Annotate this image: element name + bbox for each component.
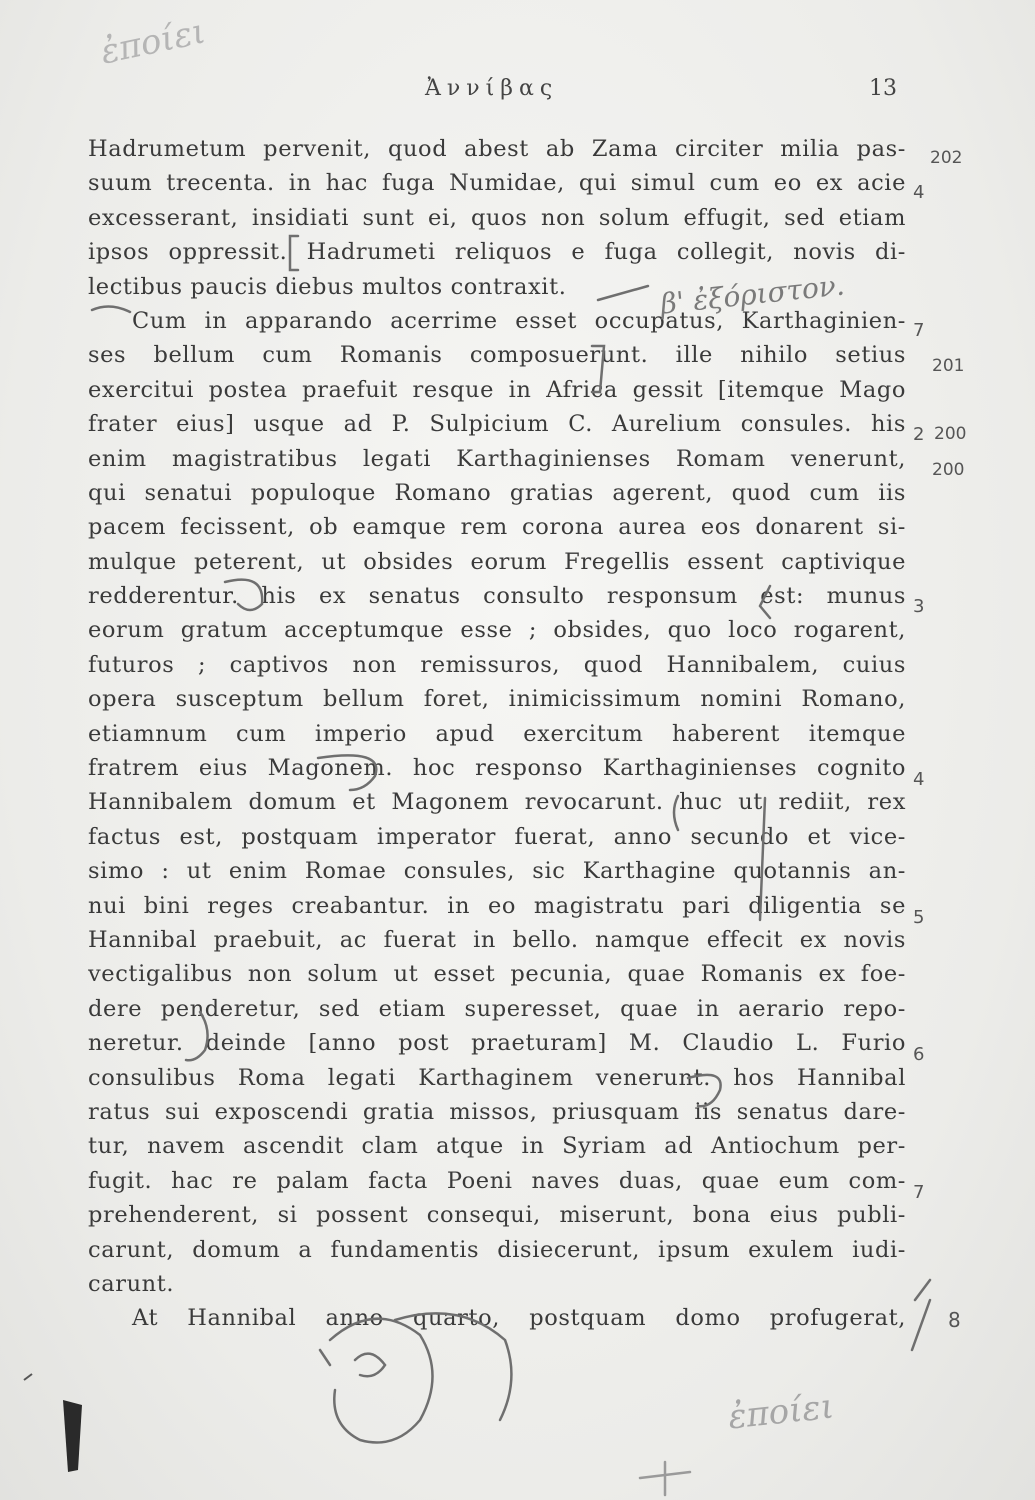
text-line: opera susceptum bellum foret, inimicissimum nomini Romano, (88, 686, 906, 713)
text-line: carunt. (88, 1270, 175, 1297)
text-line: pacem fecissent, ob eamque rem corona aurea eos donarent si- (88, 514, 906, 541)
text-line: suum trecenta. in hac fuga Numidae, qui simul cum eo ex acie (88, 170, 906, 197)
body-text (88, 132, 906, 1336)
margin-number: 3 (913, 596, 925, 617)
text-line: qui senatui populoque Romano gratias agerent, quod cum iis (88, 479, 906, 506)
pencil-scribble-top: ἐποίει (96, 11, 209, 73)
text-line: simo : ut enim Romae consules, sic Karthagine quotannis an- (88, 858, 906, 885)
running-header (0, 76, 1035, 106)
text-line: exercitui postea praefuit resque in Africa gessit [itemque Mago (88, 376, 906, 403)
text-line: eorum gratum acceptumque esse ; obsides, quo loco rogarent, (88, 617, 906, 644)
running-title: Ἀννίβας (425, 76, 559, 101)
text-line: Hannibalem domum et Magonem revocarunt. huc ut rediit, rex (88, 789, 906, 816)
text-line: enim magistratibus legati Karthaginienses Romam venerunt, (88, 445, 906, 472)
text-line: At Hannibal anno quarto, postquam domo profugerat, (132, 1305, 906, 1332)
text-line: neretur. deinde [anno post praeturam] M. Claudio L. Furio (88, 1030, 906, 1057)
margin-number: 201 (932, 356, 965, 376)
margin-number: 200 (932, 460, 965, 480)
text-line: lectibus paucis diebus multos contraxit. (88, 273, 567, 300)
margin-number: 8 (948, 1308, 961, 1332)
margin-number: 200 (934, 424, 967, 444)
text-line: ratus sui exposcendi gratia missos, priusquam iis senatus dare- (88, 1098, 906, 1125)
text-line: ipsos oppressit. Hadrumeti reliquos e fuga collegit, novis di- (88, 239, 906, 266)
pencil-scribble-bottom: ἐποίει (726, 1386, 836, 1438)
margin-number: 202 (930, 148, 963, 168)
text-line: fugit. hac re palam facta Poeni naves duas, quae eum com- (88, 1167, 906, 1194)
text-line: factus est, postquam imperator fuerat, anno secundo et vice- (88, 823, 906, 850)
pencil-greek-note: β' ἐξόριστον. (658, 268, 847, 321)
margin-number: 6 (913, 1044, 925, 1065)
text-line: mulque peterent, ut obsides eorum Fregellis essent captivique (88, 548, 906, 575)
text-line: tur, navem ascendit clam atque in Syriam ad Antiochum per- (88, 1133, 906, 1160)
text-line: consulibus Roma legati Karthaginem venerunt. hos Hannibal (88, 1064, 906, 1091)
text-line: nui bini reges creabantur. in eo magistratu pari diligentia se (88, 892, 906, 919)
text-line: dere penderetur, sed etiam superesset, quae in aerario repo- (88, 995, 906, 1022)
text-line: fratrem eius Magonem. hoc responso Karthaginienses cognito (88, 755, 906, 782)
text-line: prehenderent, si possent consequi, miserunt, bona eius publi- (88, 1202, 906, 1229)
text-line: redderentur. his ex senatus consulto responsum est: munus (88, 583, 906, 610)
margin-number: 4 (913, 182, 925, 203)
text-line: Hannibal praebuit, ac fuerat in bello. namque effecit ex novis (88, 926, 906, 953)
margin-number: 2 (913, 424, 925, 445)
page-number: 13 (869, 76, 897, 101)
margin-number: 7 (913, 320, 925, 341)
margin-number: 5 (913, 907, 925, 928)
text-line: futuros ; captivos non remissuros, quod Hannibalem, cuius (88, 651, 906, 678)
text-line: vectigalibus non solum ut esset pecunia, quae Romanis ex foe- (88, 961, 906, 988)
text-line: Cum in apparando acerrime esset occupatus, Karthaginien- (132, 307, 906, 334)
margin-number: 4 (913, 769, 925, 790)
text-line: etiamnum cum imperio apud exercitum haberent itemque (88, 720, 906, 747)
text-line: ses bellum cum Romanis composuerunt. ille nihilo setius (88, 342, 906, 369)
text-line: carunt, domum a fundamentis disiecerunt, ipsum exulem iudi- (88, 1236, 906, 1263)
text-line: frater eius] usque ad P. Sulpicium C. Aurelium consules. his (88, 411, 906, 438)
margin-number: 7 (913, 1182, 925, 1203)
text-line: Hadrumetum pervenit, quod abest ab Zama circiter milia pas- (88, 136, 906, 162)
text-line: excesserant, insidiati sunt ei, quos non solum effugit, sed etiam (88, 204, 906, 231)
